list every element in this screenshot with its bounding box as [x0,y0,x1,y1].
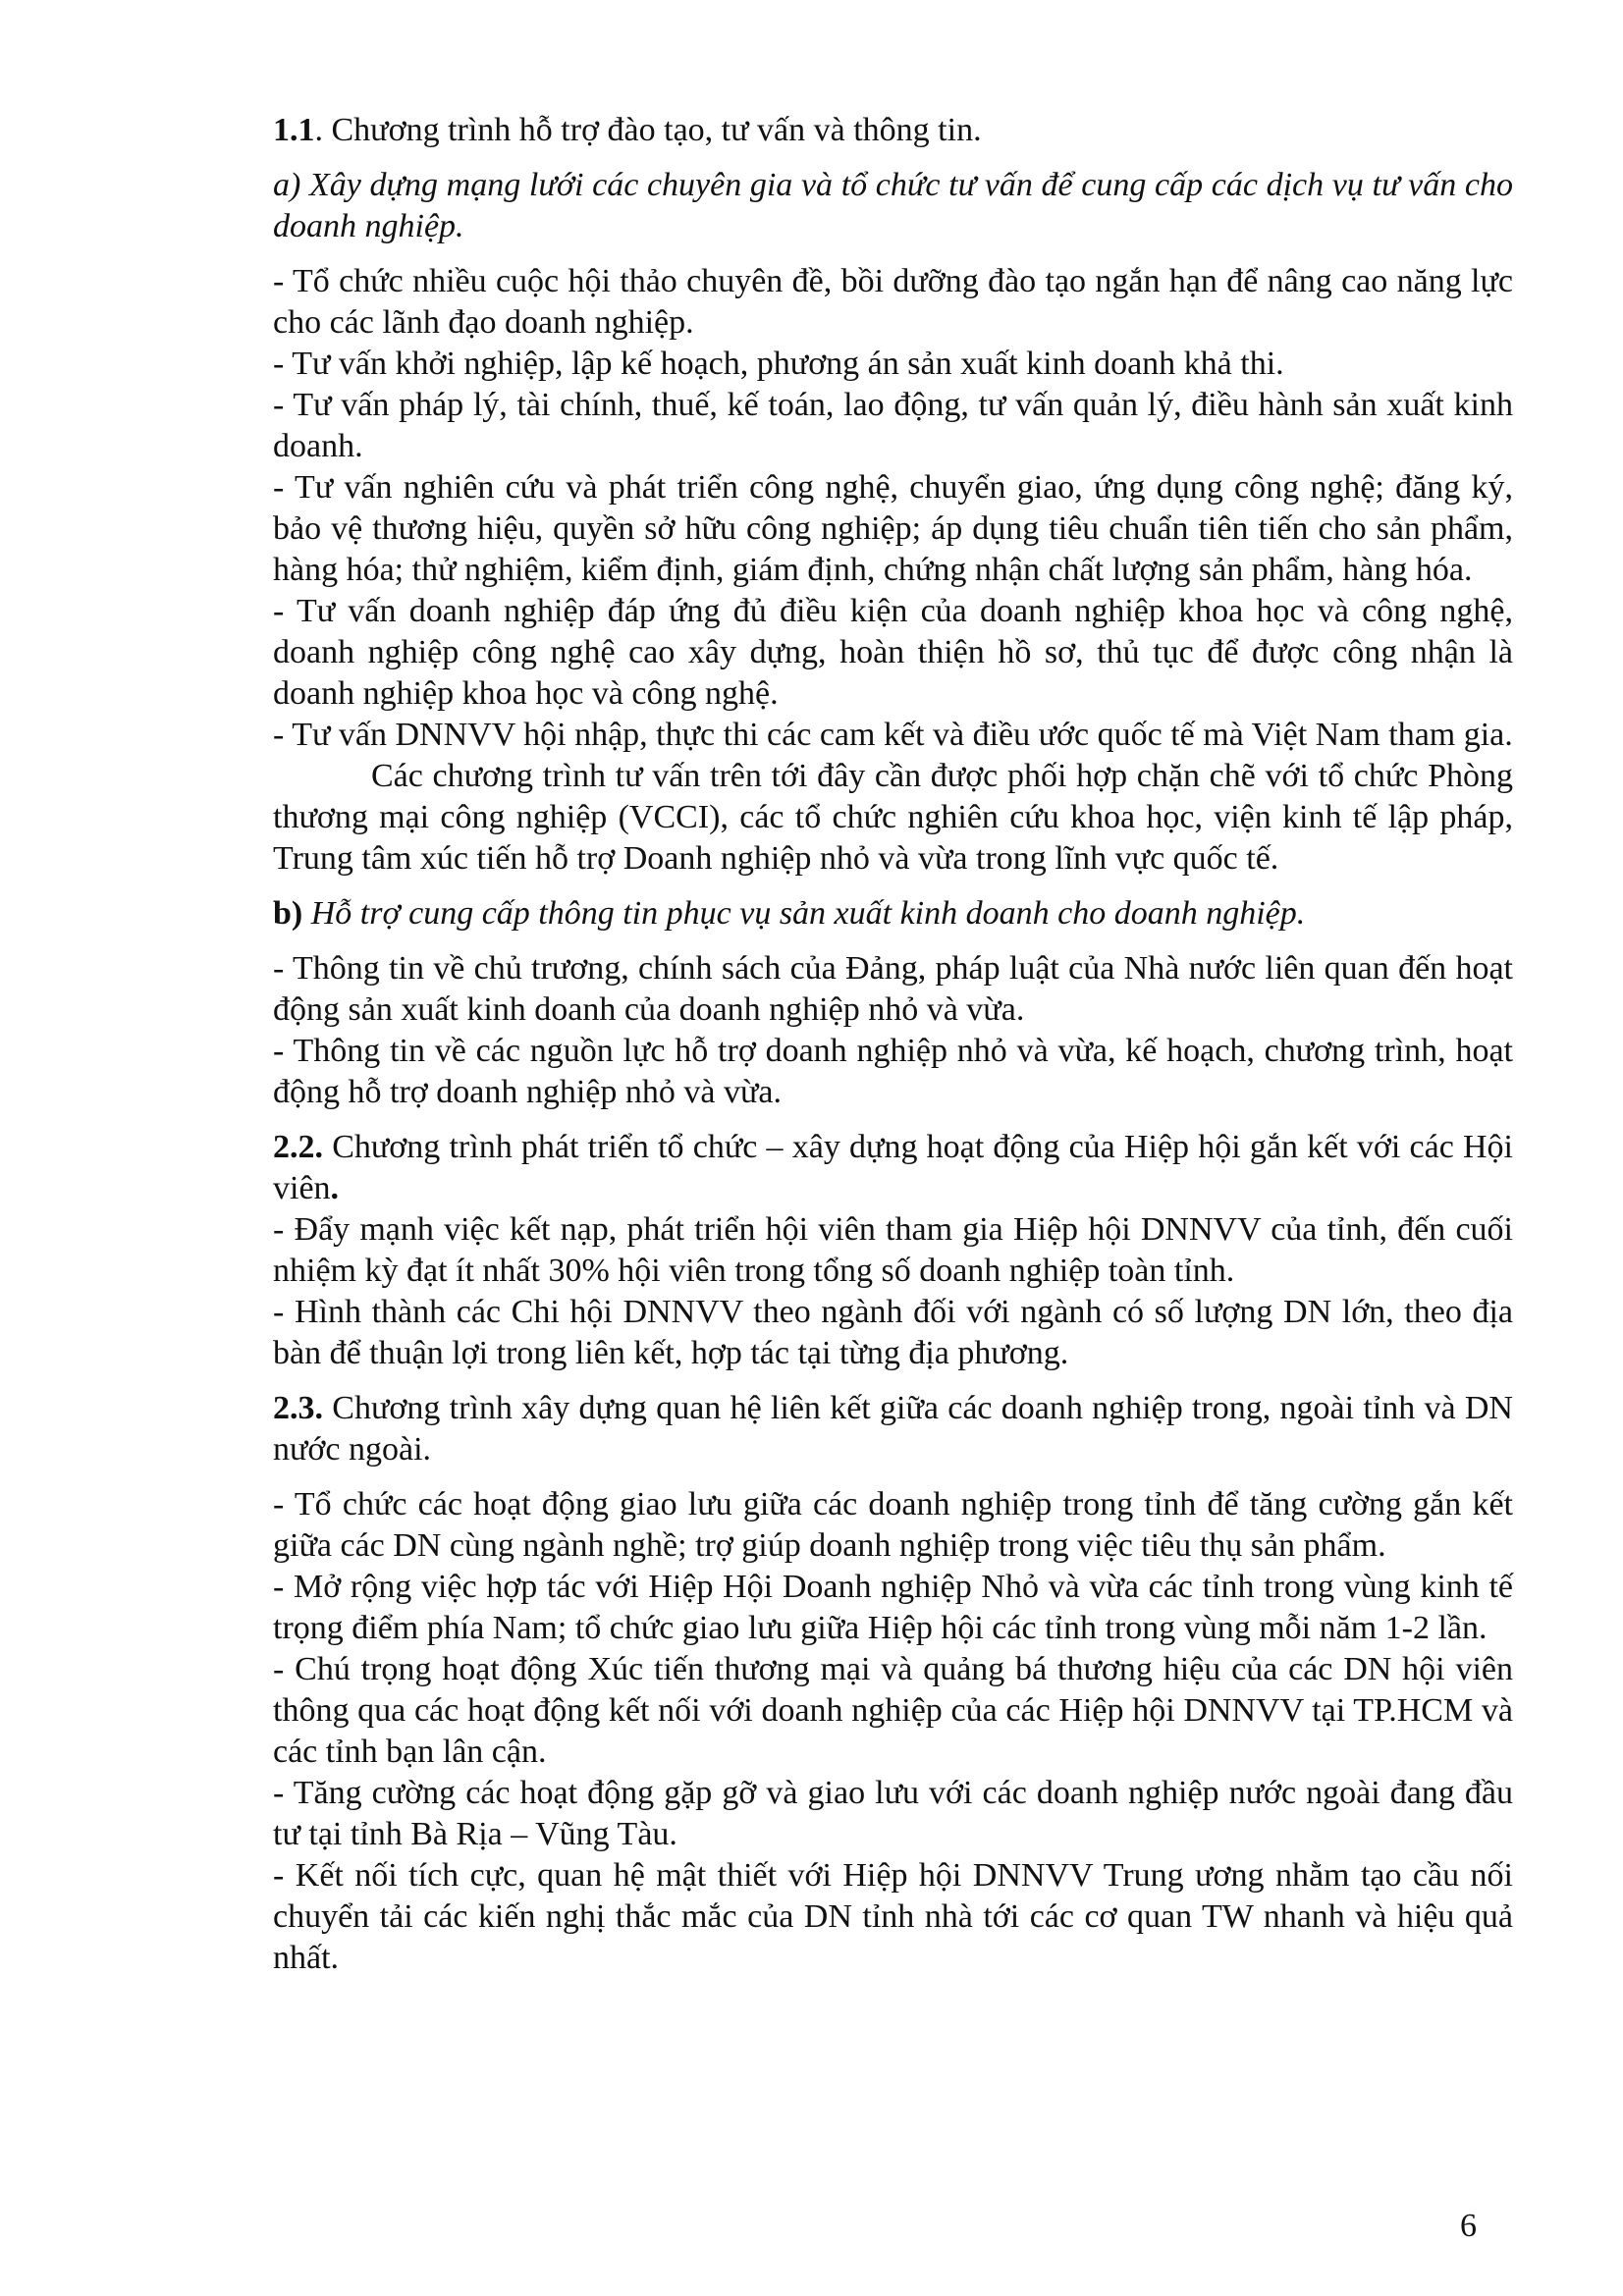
subsection-b-title: Hỗ trợ cung cấp thông tin phục vụ sản xuất kinh doanh cho doanh nghiệp. [310,895,1306,932]
list-item: - Tư vấn pháp lý, tài chính, thuế, kế toán, lao động, tư vấn quản lý, điều hành sản xuất kinh doanh. [273,387,1513,464]
section-title: . Chương trình hỗ trợ đào tạo, tư vấn và thông tin. [314,112,982,148]
list-item: - Mở rộng việc hợp tác với Hiệp Hội Doanh nghiệp Nhỏ và vừa các tỉnh trong vùng kinh tế trọng điểm phía Nam; tổ chức giao lưu giữa Hiệp hội các tỉnh trong vùng mỗi năm 1-2 lần. [273,1569,1513,1646]
list-item: - Đẩy mạnh việc kết nạp, phát triển hội viên tham gia Hiệp hội DNNVV của tỉnh, đến cuối nhiệm kỳ đạt ít nhất 30% hội viên trong tổng số doanh nghiệp toàn tỉnh. [273,1211,1513,1289]
list-item: - Thông tin về các nguồn lực hỗ trợ doanh nghiệp nhỏ và vừa, kế hoạch, chương trình, hoạt động hỗ trợ doanh nghiệp nhỏ và vừa. [273,1033,1513,1110]
section-2-2-heading [273,1127,1513,1209]
subsection-b-heading [273,893,1513,934]
section-title-end: . [330,1170,340,1206]
section-1-1-heading [273,110,1513,151]
page-number: 6 [1460,2208,1477,2244]
section-title: Chương trình xây dựng quan hệ liên kết giữa các doanh nghiệp trong, ngoài tỉnh và DN nước ngoài. [273,1390,1513,1468]
section-number: 1.1 [273,112,315,148]
list-item: - Tư vấn khởi nghiệp, lập kế hoạch, phương án sản xuất kinh doanh khả thi. [273,346,1284,382]
section-number: 2.3. [273,1390,323,1426]
list-item: - Tư vấn DNNVV hội nhập, thực thi các cam kết và điều ước quốc tế mà Việt Nam tham gia. [273,717,1513,753]
list-item: - Thông tin về chủ trương, chính sách của Đảng, pháp luật của Nhà nước liên quan đến hoạt động sản xuất kinh doanh của doanh nghiệp nhỏ và vừa. [273,950,1513,1028]
page-content [273,110,1513,1979]
list-item: - Tổ chức nhiều cuộc hội thảo chuyên đề, bồi dưỡng đào tạo ngắn hạn để nâng cao năng lực cho các lãnh đạo doanh nghiệp. [273,263,1513,341]
section-2-3-heading [273,1388,1513,1470]
list-item: - Tư vấn doanh nghiệp đáp ứng đủ điều kiện của doanh nghiệp khoa học và công nghệ, doanh nghiệp công nghệ cao xây dựng, hoàn thiện hồ sơ, thủ tục để được công nhận là doanh nghiệp khoa học và công nghệ. [273,593,1513,712]
section-number: 2.2. [273,1129,323,1165]
list-item: - Tăng cường các hoạt động gặp gỡ và giao lưu với các doanh nghiệp nước ngoài đang đầu tư tại tỉnh Bà Rịa – Vũng Tàu. [273,1775,1513,1852]
list-item: - Hình thành các Chi hội DNNVV theo ngành đối với ngành có số lượng DN lớn, theo địa bàn để thuận lợi trong liên kết, hợp tác tại từng địa phương. [273,1294,1513,1371]
paragraph-note: Các chương trình tư vấn trên tới đây cần được phối hợp chặn chẽ với tổ chức Phòng thương mại công nghiệp (VCCI), các tổ chức nghiên cứu khoa học, viện kinh tế lập pháp, Trung tâm xúc tiến hỗ trợ Doanh nghiệp nhỏ và vừa trong lĩnh vực quốc tế. [273,758,1513,877]
list-item: - Tư vấn nghiên cứu và phát triển công nghệ, chuyển giao, ứng dụng công nghệ; đăng ký, bảo vệ thương hiệu, quyền sở hữu công nghiệp; áp dụng tiêu chuẩn tiên tiến cho sản phẩm, hàng hóa; thử nghiệm, kiểm định, giám định, chứng nhận chất lượng sản phẩm, hàng hóa. [273,469,1513,588]
subsection-b-label: b) [273,895,303,932]
list-item: - Chú trọng hoạt động Xúc tiến thương mại và quảng bá thương hiệu của các DN hội viên thông qua các hoạt động kết nối với doanh nghiệp của các Hiệp hội DNNVV tại TP.HCM và các tỉnh bạn lân cận. [273,1651,1513,1770]
subsection-a-heading: a) Xây dựng mạng lưới các chuyên gia và tổ chức tư vấn để cung cấp các dịch vụ tư vấn cho doanh nghiệp. [273,167,1513,244]
list-item: - Kết nối tích cực, quan hệ mật thiết với Hiệp hội DNNVV Trung ương nhằm tạo cầu nối chuyển tải các kiến nghị thắc mắc của DN tỉnh nhà tới các cơ quan TW nhanh và hiệu quả nhất. [273,1857,1513,1976]
list-item: - Tổ chức các hoạt động giao lưu giữa các doanh nghiệp trong tỉnh để tăng cường gắn kết giữa các DN cùng ngành nghề; trợ giúp doanh nghiệp trong việc tiêu thụ sản phẩm. [273,1486,1513,1564]
section-title: Chương trình phát triển tổ chức – xây dựng hoạt động của Hiệp hội gắn kết với các Hội viên [273,1129,1513,1206]
